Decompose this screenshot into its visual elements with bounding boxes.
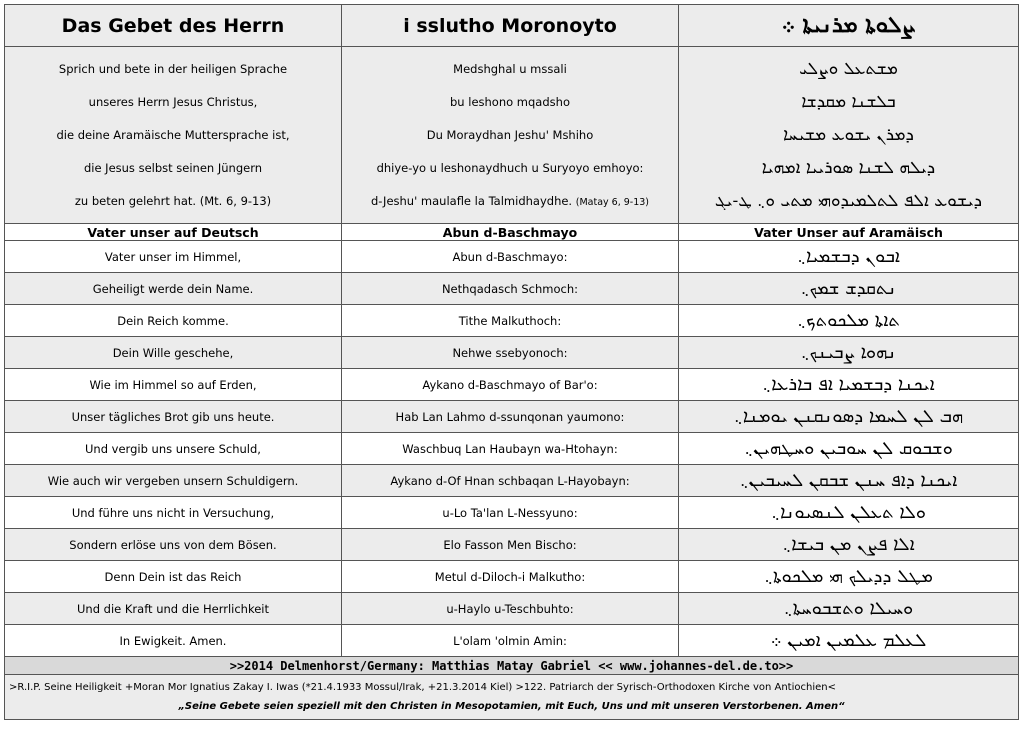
intro-german-line: unseres Herrn Jesus Christus,	[88, 94, 258, 109]
prayer-line-row	[5, 241, 1019, 273]
footer-memorial-line: >R.I.P. Seine Heiligkeit +Moran Mor Ignatius Zakay I. Iwas (*21.4.1933 Mossul/Irak, +21.3.2014 Kiel) >122. Patriarch der Syrisch-Orthodoxen Kirche von Antiochien<	[9, 682, 836, 693]
prayer-line-row	[5, 625, 1019, 657]
title-syriac: ܨܠܘܬܐ ܡܪܢܝܬܐ ܀	[679, 5, 1019, 47]
prayer-german: Denn Dein ist das Reich	[5, 561, 342, 593]
prayer-transliteration: Abun d-Baschmayo:	[342, 241, 679, 273]
prayer-syriac: ܐܝܟܢܐ ܕܐܦ ܚܢܢ ܫܒܩܢ ܠܚܝܒܝܢ܆	[679, 465, 1019, 497]
prayer-german: In Ewigkeit. Amen.	[5, 625, 342, 657]
intro-german	[5, 47, 342, 224]
prayer-syriac: ܐܝܟܢܐ ܕܒܫܡܝܐ ܐܦ ܒܐܪܥܐ܆	[679, 369, 1019, 401]
subheader-syriac: Vater Unser auf Aramäisch	[679, 224, 1019, 241]
prayer-line-row	[5, 529, 1019, 561]
prayer-line-row	[5, 273, 1019, 305]
prayer-german: Wie im Himmel so auf Erden,	[5, 369, 342, 401]
prayer-syriac: ܢܗܘܐ ܨܒܝܢܟ܆	[679, 337, 1019, 369]
intro-syriac	[679, 47, 1019, 224]
prayer-german: Sondern erlöse uns von dem Bösen.	[5, 529, 342, 561]
prayer-syriac: ܗܒ ܠܢ ܠܚܡܐ ܕܣܘܢܩܢܢ ܝܘܡܢܐ܆	[679, 401, 1019, 433]
prayer-syriac: ܬܐܬܐ ܡܠܟܘܬܟ܆	[679, 305, 1019, 337]
intro-translit-line	[342, 185, 678, 218]
intro-translit-reference: (Matay 6, 9-13)	[575, 196, 650, 208]
credit-banner: >>2014 Delmenhorst/Germany: Matthias Matay Gabriel << www.johannes-del.de.to>>	[5, 657, 1019, 675]
prayer-german: Geheiligt werde dein Name.	[5, 273, 342, 305]
prayer-line-row	[5, 433, 1019, 465]
prayer-line-row	[5, 561, 1019, 593]
title-transliteration: i sslutho Moronoyto	[342, 5, 679, 47]
prayer-transliteration: Waschbuq Lan Haubayn wa-Htohayn:	[342, 433, 679, 465]
prayer-syriac: ܠܥܠܡ ܥܠܡܝܢ ܐܡܝܢ ܀	[679, 625, 1019, 657]
title-german: Das Gebet des Herrn	[5, 5, 342, 47]
prayer-syriac: ܘܠܐ ܬܥܠܢ ܠܢܣܝܘܢܐ܆	[679, 497, 1019, 529]
prayer-transliteration: Metul d-Diloch-i Malkutho:	[342, 561, 679, 593]
intro-row	[5, 47, 1019, 224]
prayer-german: Wie auch wir vergeben unsern Schuldigern.	[5, 465, 342, 497]
prayer-line-row	[5, 337, 1019, 369]
prayer-syriac: ܢܬܩܕܫ ܫܡܟ܆	[679, 273, 1019, 305]
prayer-syriac: ܐܒܘܢ ܕܒܫܡܝܐ܆	[679, 241, 1019, 273]
prayer-german: Unser tägliches Brot gib uns heute.	[5, 401, 342, 433]
prayer-line-row	[5, 497, 1019, 529]
prayer-german: Vater unser im Himmel,	[5, 241, 342, 273]
prayer-document	[4, 4, 1018, 736]
footer-row	[5, 675, 1019, 720]
prayer-german: Und vergib uns unsere Schuld,	[5, 433, 342, 465]
prayer-line-row	[5, 593, 1019, 625]
intro-translit-line: bu leshono mqadsho	[450, 94, 570, 109]
intro-syriac-line: ܒܠܫܢܐ ܡܩܕܫܐ	[801, 91, 896, 112]
prayer-transliteration: Nehwe ssebyonoch:	[342, 337, 679, 369]
prayer-transliteration: Hab Lan Lahmo d-ssunqonan yaumono:	[342, 401, 679, 433]
prayer-german: Dein Wille geschehe,	[5, 337, 342, 369]
prayer-line-row	[5, 401, 1019, 433]
prayer-line-row	[5, 369, 1019, 401]
footer-blessing-line: „Seine Gebete seien speziell mit den Christen in Mesopotamien, mit Euch, Uns und mit unseren Verstorbenen. Amen“	[178, 701, 845, 712]
intro-german-line: die deine Aramäische Muttersprache ist,	[56, 127, 290, 142]
prayer-transliteration: Nethqadasch Schmoch:	[342, 273, 679, 305]
intro-german-line: die Jesus selbst seinen Jüngern	[83, 160, 263, 175]
intro-syriac-line: ܕܝܠܗ ܠܫܢܐ ܣܘܪܝܝܐ ܐܡܗܝܐ	[761, 157, 936, 178]
credit-banner-row	[5, 657, 1019, 675]
prayer-transliteration: Tithe Malkuthoch:	[342, 305, 679, 337]
prayer-german: Dein Reich komme.	[5, 305, 342, 337]
prayer-syriac: ܘܫܒܘܩ ܠܢ ܚܘܒܝܢ ܘܚܛܗܝܢ܆	[679, 433, 1019, 465]
prayer-german: Und führe uns nicht in Versuchung,	[5, 497, 342, 529]
prayer-transliteration: Aykano d-Of Hnan schbaqan L-Hayobayn:	[342, 465, 679, 497]
subheader-transliteration: Abun d-Baschmayo	[342, 224, 679, 241]
prayer-table	[4, 4, 1019, 720]
prayer-line-row	[5, 465, 1019, 497]
prayer-transliteration: Elo Fasson Men Bischo:	[342, 529, 679, 561]
prayer-syriac: ܐܠܐ ܦܨܢ ܡܢ ܒܝܫܐ܆	[679, 529, 1019, 561]
intro-syriac-line: ܕܝܫܘܥ ܐܠܦ ܠܬܠܡܝܕܘܗܝ ܡܬܝ ܘ܆ ܛ-ܝܓ	[714, 190, 983, 211]
intro-syriac-line: ܕܡܪܢ ܝܫܘܥ ܡܫܝܚܐ	[783, 124, 914, 145]
prayer-syriac: ܡܛܠ ܕܕܝܠܟ ܗܝ ܡܠܟܘܬܐ܆	[679, 561, 1019, 593]
prayer-line-row	[5, 305, 1019, 337]
subheader-german: Vater unser auf Deutsch	[5, 224, 342, 241]
intro-translit-line: dhiye-yo u leshonaydhuch u Suryoyo emhoyo:	[376, 160, 644, 175]
prayer-german: Und die Kraft und die Herrlichkeit	[5, 593, 342, 625]
prayer-transliteration: Aykano d-Baschmayo of Bar'o:	[342, 369, 679, 401]
prayer-transliteration: u-Haylo u-Teschbuhto:	[342, 593, 679, 625]
prayer-syriac: ܘܚܝܠܐ ܘܬܫܒܘܚܬܐ܆	[679, 593, 1019, 625]
prayer-transliteration: L'olam 'olmin Amin:	[342, 625, 679, 657]
intro-transliteration	[342, 47, 679, 224]
intro-translit-line: Du Moraydhan Jeshu' Mshiho	[426, 127, 594, 142]
intro-translit-line: Medshghal u mssali	[453, 61, 567, 76]
footer-cell	[5, 675, 1019, 720]
prayer-transliteration: u-Lo Ta'lan L-Nessyuno:	[342, 497, 679, 529]
title-row	[5, 5, 1019, 47]
intro-syriac-line: ܡܫܬܥܠ ܘܨܠܝ	[799, 58, 898, 79]
subheader-row	[5, 224, 1019, 241]
intro-german-line: zu beten gelehrt hat. (Mt. 6, 9-13)	[74, 193, 272, 208]
intro-translit-text: d-Jeshu' maulafle la Talmidhaydhe.	[370, 193, 573, 208]
intro-german-line: Sprich und bete in der heiligen Sprache	[58, 61, 288, 76]
